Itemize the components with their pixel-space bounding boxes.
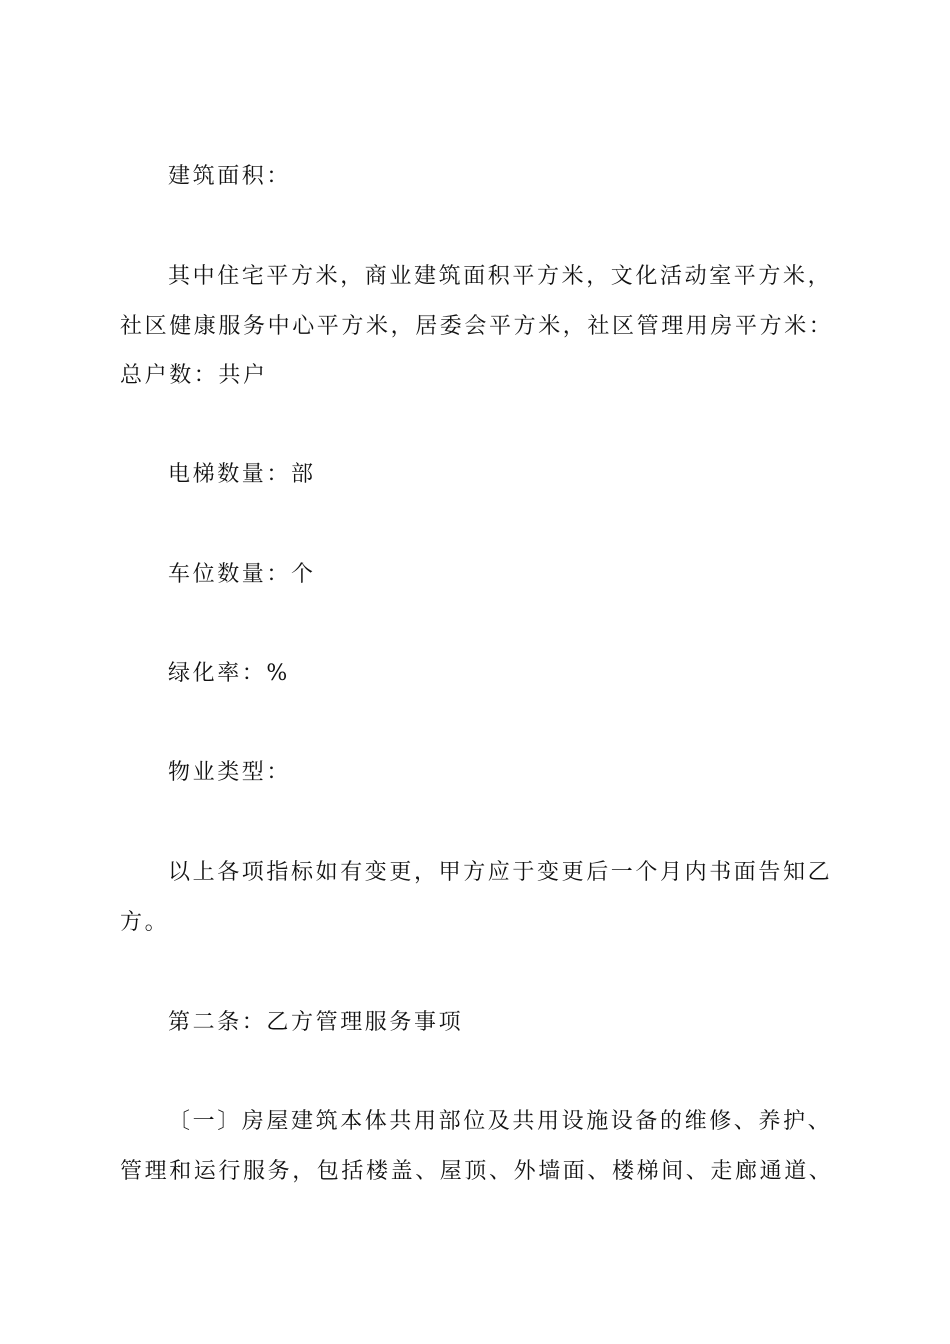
change-notice-line-1: 以上各项指标如有变更，甲方应于变更后一个月内书面告知乙 — [168, 860, 833, 885]
area-breakdown-line-2: 社区健康服务中心平方米，居委会平方米，社区管理用房平方米： — [120, 314, 834, 339]
elevator-count-line: 电梯数量：部 — [168, 462, 316, 487]
total-households-line: 总户数：共户 — [120, 363, 268, 388]
greening-rate-line: 绿化率：% — [168, 661, 290, 686]
service-item-one-line-2: 管理和运行服务，包括楼盖、屋顶、外墙面、楼梯间、走廊通道、 — [120, 1159, 834, 1184]
article-two-heading: 第二条：乙方管理服务事项 — [168, 1010, 464, 1035]
building-area-line: 建筑面积： — [168, 164, 292, 189]
parking-count-line: 车位数量：个 — [168, 562, 316, 587]
change-notice-line-2: 方。 — [120, 910, 170, 935]
area-breakdown-line-1: 其中住宅平方米，商业建筑面积平方米，文化活动室平方米， — [168, 264, 833, 289]
service-item-one-line-1: 〔一〕房屋建筑本体共用部位及共用设施设备的维修、养护、 — [168, 1109, 833, 1134]
property-type-line: 物业类型： — [168, 760, 292, 785]
